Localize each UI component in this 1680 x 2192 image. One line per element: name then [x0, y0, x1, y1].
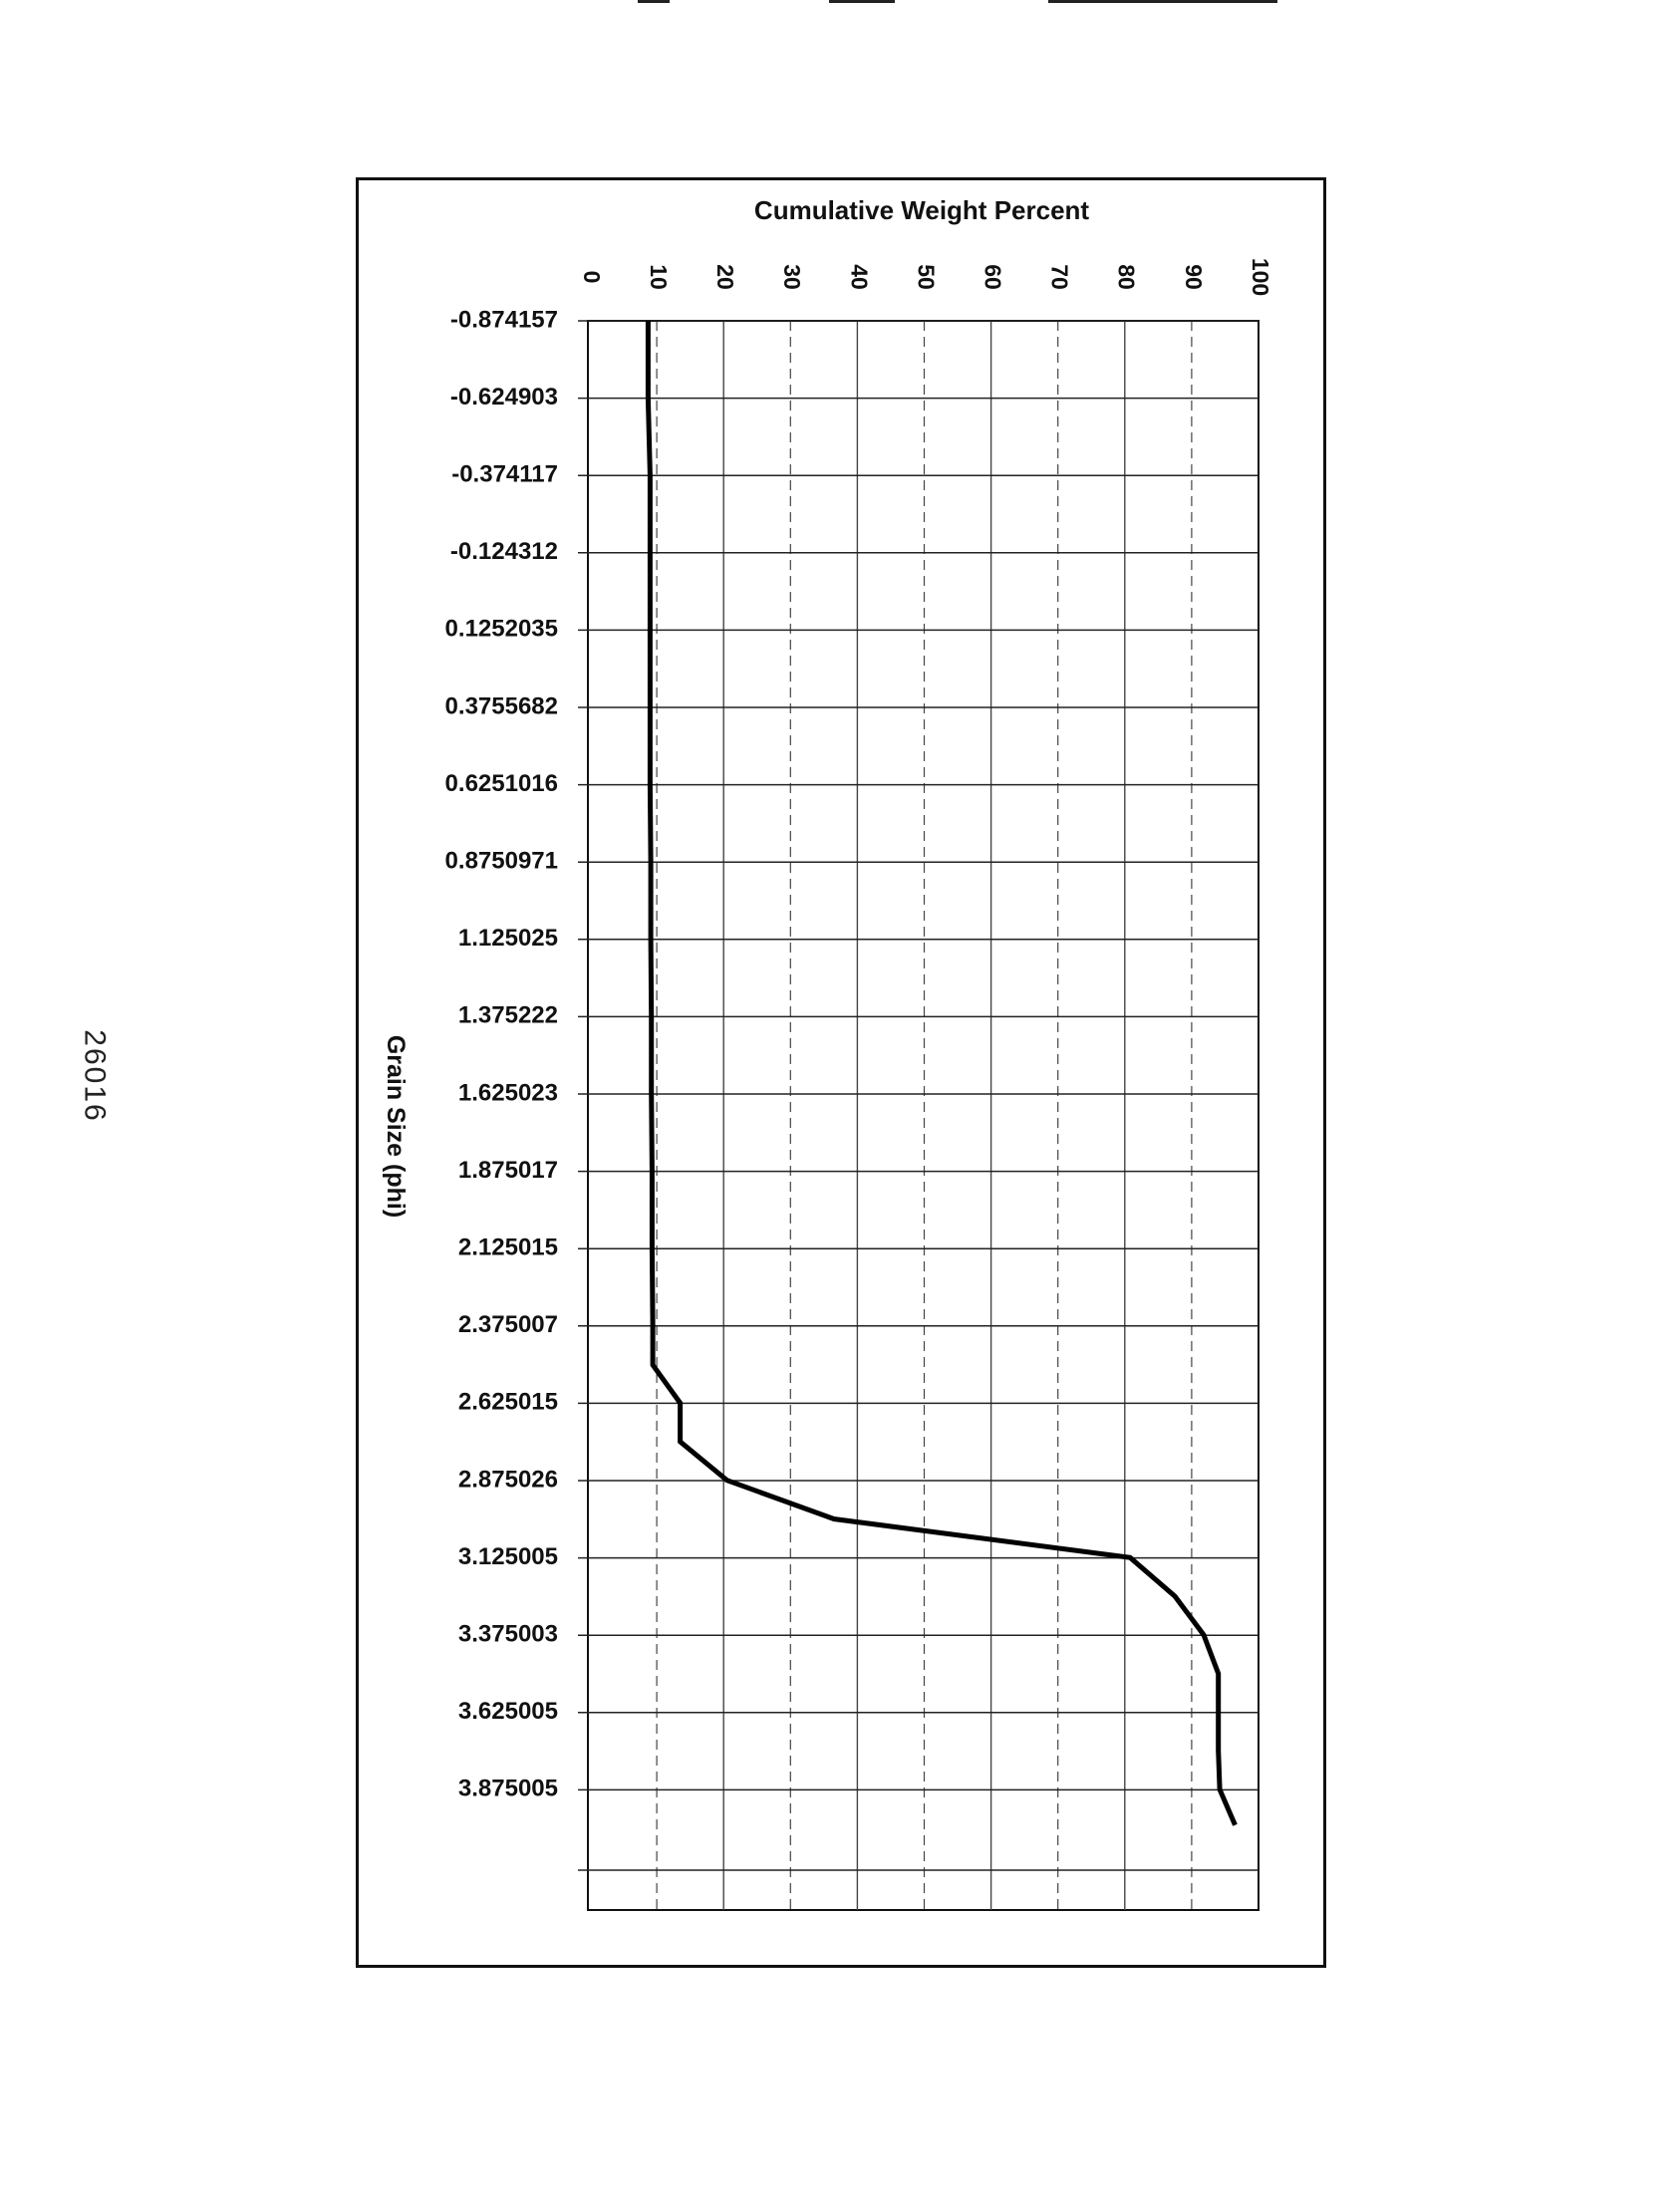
x-tick-label: 70 — [1046, 264, 1073, 290]
y-tick-label: 0.8750971 — [444, 847, 558, 875]
y-tick-label: 3.125005 — [457, 1542, 558, 1570]
y-tick-label: 3.875005 — [457, 1775, 558, 1802]
y-tick-label: 2.875026 — [457, 1466, 558, 1494]
y-tick-label: 2.125015 — [457, 1233, 558, 1261]
x-axis-title: Cumulative Weight Percent — [753, 195, 1090, 225]
y-tick-label: 3.625005 — [457, 1698, 558, 1726]
y-tick-label: 0.6251016 — [444, 769, 558, 797]
y-tick-label: 1.625023 — [457, 1079, 558, 1107]
x-tick-label: 60 — [980, 264, 1006, 290]
y-tick-label: 2.625015 — [457, 1388, 558, 1416]
y-tick-label: 0.1252035 — [444, 615, 558, 643]
x-tick-label: 10 — [646, 264, 673, 290]
y-tick-label: 1.875017 — [457, 1156, 558, 1184]
y-tick-label: -0.124312 — [449, 538, 558, 566]
y-tick-label: -0.874157 — [449, 306, 558, 334]
page-number-text: 26016 — [79, 1029, 112, 1123]
x-tick-label: 30 — [779, 264, 806, 290]
x-tick-label: 40 — [846, 264, 873, 290]
plot-area-border — [588, 321, 1259, 1910]
x-tick-label: 90 — [1180, 264, 1207, 290]
series-line — [648, 321, 1235, 1825]
grid-lines — [578, 321, 1259, 1910]
y-tick-label: 3.375003 — [457, 1620, 558, 1648]
y-axis-title: Grain Size (phi) — [382, 1034, 411, 1218]
x-tick-label: 20 — [712, 264, 739, 290]
y-tick-label: 0.3755682 — [444, 692, 558, 720]
x-tick-label: 50 — [913, 264, 940, 290]
y-tick-label: 2.375007 — [457, 1311, 558, 1339]
series-layer — [648, 321, 1235, 1825]
x-tick-label: 80 — [1113, 264, 1140, 290]
tick-labels — [445, 258, 1273, 1802]
x-tick-label: 100 — [1247, 257, 1273, 297]
x-tick-label: 0 — [578, 270, 605, 284]
y-tick-label: -0.374117 — [451, 460, 558, 488]
y-tick-label: -0.624903 — [449, 383, 558, 411]
y-tick-label: 1.125025 — [457, 925, 558, 953]
y-tick-label: 1.375222 — [457, 1001, 558, 1029]
